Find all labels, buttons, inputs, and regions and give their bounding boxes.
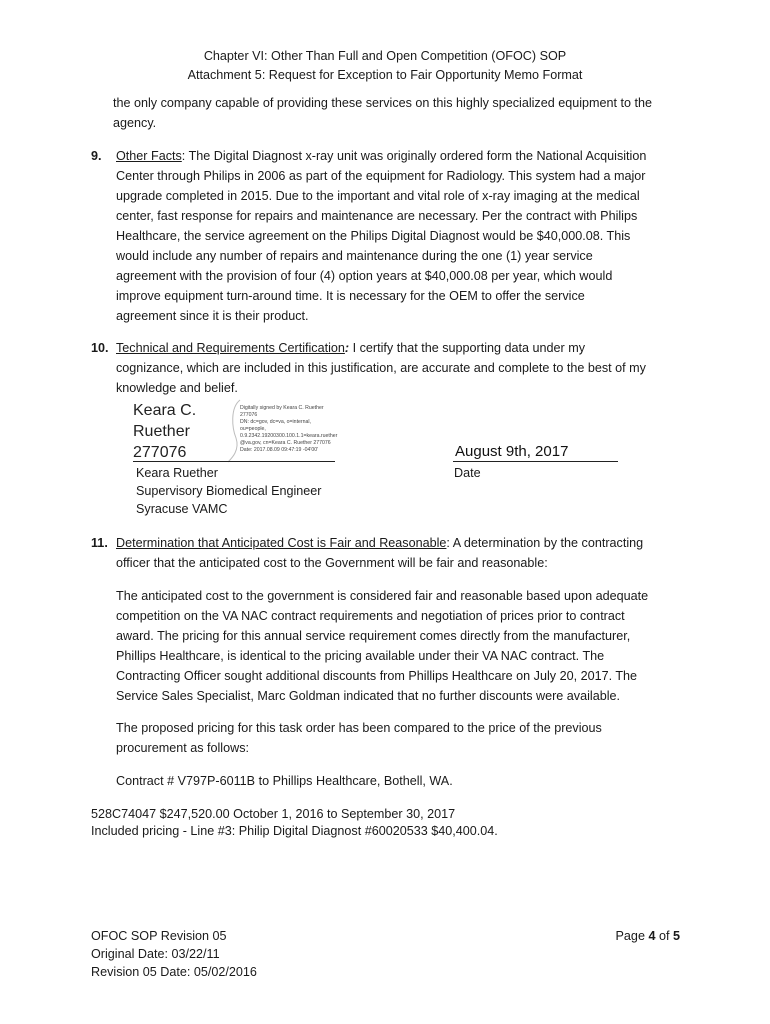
date-label: Date — [454, 466, 481, 480]
item-10-text: I certify that the supporting data under my — [349, 341, 586, 355]
digital-signature-line: Digitally signed by Keara C. Ruether — [240, 405, 324, 411]
signature-name-block — [133, 400, 196, 463]
page-of: of — [655, 929, 673, 943]
item-9-text: : The Digital Diagnost x-ray unit was originally ordered form the National Acquisition — [181, 149, 647, 163]
footer-revision: OFOC SOP Revision 05 — [91, 929, 227, 943]
footer-revision-date: Revision 05 Date: 05/02/2016 — [91, 965, 257, 979]
digital-signature-line: ou=people, — [240, 426, 266, 432]
item-9-number: 9. — [91, 149, 102, 163]
cost-paragraph-line: Phillips Healthcare, is identical to the pricing available under their VA NAC contract. The — [116, 649, 605, 663]
item-10-line — [116, 338, 585, 358]
item-9-line: upgrade completed in 2015. Due to the important and vital role of x-ray imaging at the medical — [116, 189, 640, 203]
signer-title: Supervisory Biomedical Engineer — [136, 484, 322, 498]
item-10-line: cognizance, which are included in this justification, are accurate and complete to the best of my — [116, 361, 646, 375]
intro-line: the only company capable of providing these services on this highly specialized equipment to the — [113, 96, 653, 110]
digital-signature-line: @va.gov, cn=Keara C. Ruether 277076 — [240, 440, 331, 446]
page-prefix: Page — [615, 929, 649, 943]
signature-name-line: Ruether — [133, 423, 190, 440]
item-9-line: Center through Philips in 2006 as part of the equipment for Radiology. This system had a major — [116, 169, 646, 183]
signature-date-value: August 9th, 2017 — [455, 443, 569, 460]
cost-paragraph-line: Service Sales Specialist, Marc Goldman indicated that no further discounts were available. — [116, 689, 621, 703]
item-11-line — [116, 533, 643, 553]
header-title: Chapter VI: Other Than Full and Open Competition (OFOC) SOP — [203, 49, 567, 63]
item-11-heading: Determination that Anticipated Cost is Fair and Reasonable — [116, 536, 447, 550]
digital-signature-line: 277076 — [240, 412, 258, 418]
page-current: 4 — [648, 929, 656, 943]
signature-name-line: Keara C. — [133, 402, 197, 419]
item-9-line — [116, 146, 676, 166]
item-9-line: would include any number of repairs and maintenance during the one (1) year service — [116, 249, 593, 263]
cost-paragraph-line: Contracting Officer sought additional discounts from Phillips Healthcare on July 20, 2017. The — [116, 669, 638, 683]
pricing-line: Included pricing - Line #3: Philip Digital Diagnost #60020533 $40,400.04. — [91, 824, 498, 838]
cost-paragraph-line: The anticipated cost to the government is considered fair and reasonable based upon adequate — [116, 589, 649, 603]
cost-paragraph-line: competition on the VA NAC contract requirements and negotiation of prices prior to contract — [116, 609, 625, 623]
signature-name-line: 277076 — [133, 444, 187, 461]
item-11-text: : A determination by the contracting — [446, 536, 644, 550]
comparison-paragraph-line: procurement as follows: — [116, 741, 249, 755]
item-9-line: agreement with the provision of four (4) option years at $40,000.08 per year, which would — [116, 269, 613, 283]
intro-line: agency. — [113, 116, 157, 130]
comparison-paragraph-line: The proposed pricing for this task order has been compared to the price of the previous — [116, 721, 602, 735]
header-subtitle: Attachment 5: Request for Exception to Fair Opportunity Memo Format — [187, 68, 583, 82]
digital-signature-line: 0.9.2342.19200300.100.1.1=keara.ruether — [240, 433, 338, 439]
item-10-number: 10. — [91, 341, 109, 355]
item-9-line: Healthcare, the service agreement on the Philips Digital Diagnost would be $40,000.08. This — [116, 229, 631, 243]
page-total: 5 — [672, 929, 680, 943]
digital-signature-line: DN: dc=gov, dc=va, o=internal, — [240, 419, 311, 425]
item-10-heading: Technical and Requirements Certification — [116, 341, 345, 355]
pricing-line: 528C74047 $247,520.00 October 1, 2016 to September 30, 2017 — [91, 807, 456, 821]
contract-line: Contract # V797P-6011B to Phillips Healthcare, Bothell, WA. — [116, 774, 453, 788]
signer-org: Syracuse VAMC — [136, 502, 228, 516]
item-10-line: knowledge and belief. — [116, 381, 238, 395]
item-9-line: improve equipment turn-around time. It is necessary for the OEM to offer the service — [116, 289, 585, 303]
item-10-colon: : — [344, 341, 350, 355]
item-9-line: agreement since it is their product. — [116, 309, 309, 323]
footer-original-date: Original Date: 03/22/11 — [91, 947, 220, 961]
digital-signature-details — [240, 405, 337, 454]
digital-signature-line: Date: 2017.08.09 09:47:19 -04'00' — [240, 447, 319, 453]
item-11-line: officer that the anticipated cost to the Government will be fair and reasonable: — [116, 556, 548, 570]
date-rule — [453, 461, 618, 462]
signer-name: Keara Ruether — [136, 466, 218, 480]
cost-paragraph-line: award. The pricing for this annual service requirement comes directly from the manufacturer, — [116, 629, 631, 643]
item-11-number: 11. — [91, 536, 108, 550]
item-9-heading: Other Facts — [116, 149, 182, 163]
signature-rule — [133, 461, 335, 462]
item-9-line: center, fast response for repairs and maintenance are necessary. Per the contract with Philips — [116, 209, 638, 223]
page-number — [590, 926, 680, 946]
